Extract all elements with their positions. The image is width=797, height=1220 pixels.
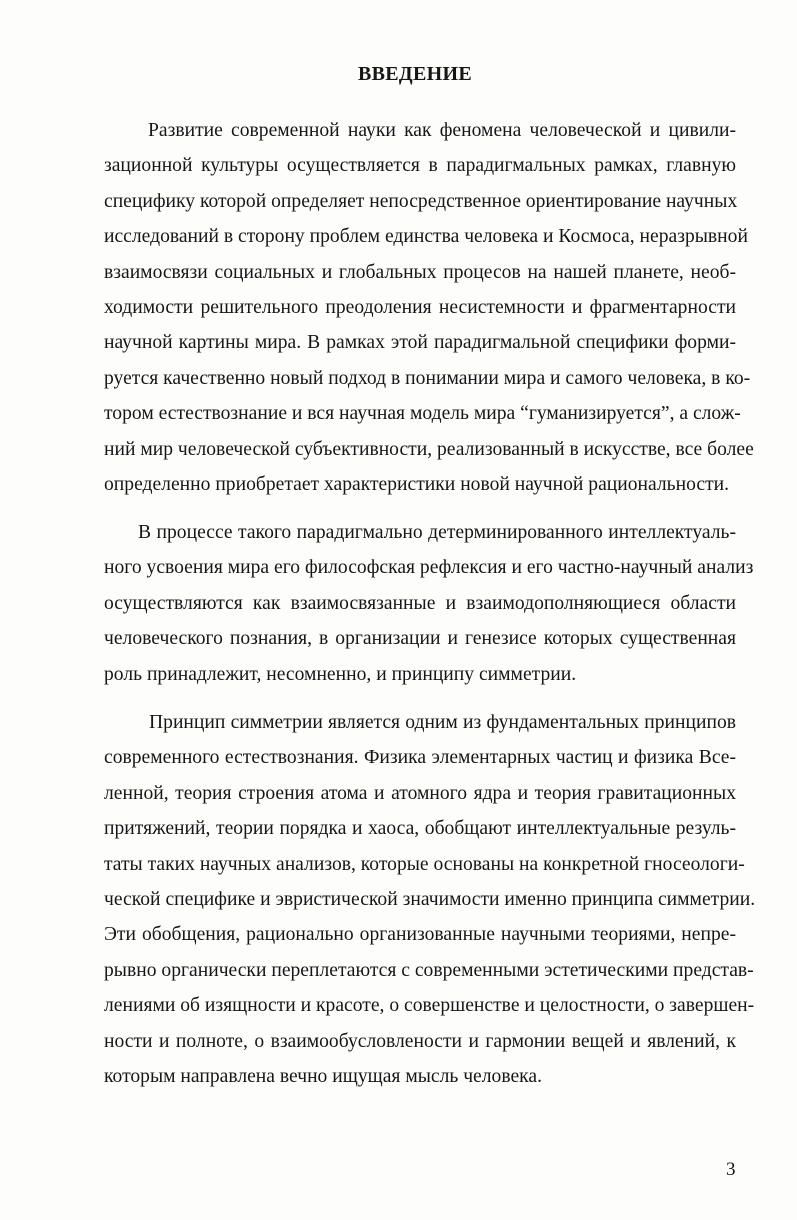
text-line: ного усвоения мира его философская рефлексия и его частно-научный анализ xyxy=(104,557,754,579)
paragraph-2 xyxy=(104,515,754,692)
text-line: ний мир человеческой субъективности, реализованный в искусстве, все более xyxy=(104,438,754,460)
text-line: зационной культуры осуществляется в парадигмальных рамках, главную xyxy=(104,155,736,177)
text-line: Развитие современной науки как феномена человеческой и цивили- xyxy=(148,120,736,141)
text-line: роль принадлежит, несомненно, и принципу симметрии. xyxy=(104,663,577,685)
text-line: руется качественно новый подход в понимании мира и самого человека, в ко- xyxy=(104,367,751,389)
text-line: взаимосвязи социальных и глобальных процесов на нашей планете, необ- xyxy=(104,261,736,283)
page-title: ВВЕДЕНИЕ xyxy=(358,63,472,85)
text-line: ности и полноте, о взаимообусловлености и гармонии вещей и явлений, к xyxy=(104,1030,736,1052)
text-line: ленной, теория строения атома и атомного ядра и теория гравитационных xyxy=(104,782,736,804)
text-line: таты таких научных анализов, которые основаны на конкретной гносеологи- xyxy=(104,853,745,875)
text-line: осуществляются как взаимосвязанные и взаимодополняющиеся области xyxy=(104,592,736,614)
paragraph-3 xyxy=(104,705,756,1094)
page-number: 3 xyxy=(726,1159,736,1180)
text-line: современного естествознания. Физика элементарных частиц и физика Все- xyxy=(104,747,736,769)
text-line: ходимости решительного преодоления несистемности и фрагментарности xyxy=(104,297,736,319)
text-line: определенно приобретает характеристики новой научной рациональности. xyxy=(104,474,730,496)
text-line: В процессе такого парадигмально детерминированного интеллектуаль- xyxy=(138,522,736,543)
text-line: притяжений, теории порядка и хаоса, обобщают интеллектуальные резуль- xyxy=(104,818,736,840)
text-line: которым направлена вечно ищущая мысль человека. xyxy=(104,1066,542,1088)
text-line: человеческого познания, в организации и генезисе которых существенная xyxy=(104,628,736,650)
text-line: ческой специфике и эвристической значимости именно принципа симметрии. xyxy=(104,889,756,911)
paragraph-1 xyxy=(104,113,754,502)
text-line: рывно органически переплетаются с современными эстетическими представ- xyxy=(104,959,754,981)
text-line: исследований в сторону проблем единства человека и Космоса, неразрывной xyxy=(104,226,748,248)
text-line: Эти обобщения, рационально организованные научными теориями, непре- xyxy=(104,924,736,946)
text-line: специфику которой определяет непосредственное ориентирование научных xyxy=(104,190,738,212)
text-line: лениями об изящности и красоте, о совершенстве и целостности, о завершен- xyxy=(104,995,755,1017)
text-line: Принцип симметрии является одним из фундаментальных принципов xyxy=(149,712,736,733)
text-line: тором естествознание и вся научная модель мира “гуманизируется”, а слож- xyxy=(104,403,741,425)
text-line: научной картины мира. В рамках этой парадигмальной специфики форми- xyxy=(104,332,736,354)
